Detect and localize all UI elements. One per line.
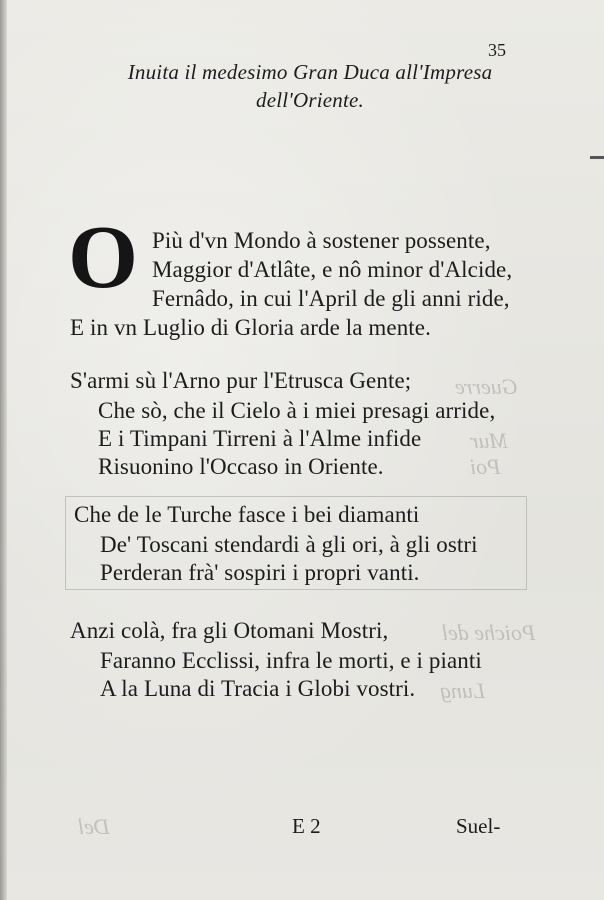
- bleed-through-text: Guerre: [455, 374, 518, 399]
- drop-cap: O: [68, 208, 139, 307]
- verse-line: Risuonino l'Occaso in Oriente.: [98, 454, 384, 479]
- bleed-through-text: Mur: [470, 428, 508, 453]
- page-number: 35: [488, 40, 506, 60]
- verse-line: Anzi colà, fra gli Otomani Mostri,: [70, 618, 389, 643]
- bleed-through-text: Del: [78, 814, 110, 839]
- verse-line: Perderan frà' sospiri i propri vanti.: [100, 560, 420, 585]
- bleed-through-text: Poiche del: [442, 620, 536, 645]
- verse-line: De' Toscani stendardi à gli ori, à gli ostri: [100, 532, 478, 557]
- title-line: Inuita il medesimo Gran Duca all'Impresa: [127, 60, 493, 84]
- verse-line: Maggior d'Atlâte, e nô minor d'Alcide,: [152, 257, 513, 282]
- verse-line: Che sò, che il Cielo à i miei presagi arride,: [98, 398, 496, 423]
- verse-line: E i Timpani Tirreni à l'Alme infide: [98, 426, 422, 451]
- title-line: dell'Oriente.: [256, 88, 364, 112]
- verse-line: A la Luna di Tracia i Globi vostri.: [100, 676, 416, 701]
- verse-line: S'armi sù l'Arno pur l'Etrusca Gente;: [70, 368, 412, 393]
- bleed-through-text: Lung: [440, 678, 486, 703]
- catchword: Suel-: [456, 814, 501, 838]
- verse-line: Più d'vn Mondo à sostener possente,: [152, 228, 491, 253]
- verse-line: Fernâdo, in cui l'April de gli anni ride,: [152, 286, 510, 311]
- verse-line: Che de le Turche fasce i bei diamanti: [74, 502, 420, 527]
- page-edge-shadow: [0, 0, 7, 900]
- bleed-through-text: Poi: [470, 454, 501, 479]
- signature-mark: E 2: [292, 814, 321, 838]
- poem-title: [100, 58, 520, 114]
- verse-line: Faranno Ecclissi, infra le morti, e i pianti: [100, 648, 482, 673]
- edge-mark: [590, 156, 604, 159]
- verse-line: E in vn Luglio di Gloria arde la mente.: [70, 315, 431, 340]
